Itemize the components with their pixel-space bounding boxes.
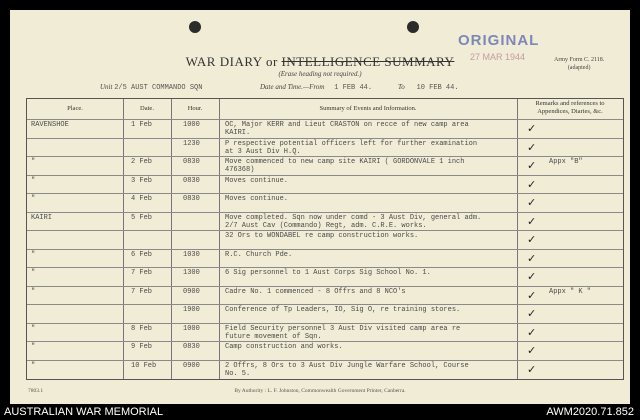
row-divider xyxy=(27,341,623,342)
summary-line: Field Security personnel 3 Aust Div visited camp area re xyxy=(225,324,461,333)
row-summary xyxy=(225,140,477,156)
row-place: " xyxy=(31,195,36,203)
row-hour: 1000 xyxy=(183,121,200,129)
from-value: 1 FEB 44. xyxy=(334,84,373,92)
check-mark-icon: ✓ xyxy=(527,270,537,283)
row-hour: 1300 xyxy=(183,269,200,277)
summary-line: future movement of Sqn. xyxy=(225,332,322,341)
header-date: Date. xyxy=(140,105,154,112)
check-mark-icon: ✓ xyxy=(527,307,537,320)
check-mark-icon: ✓ xyxy=(527,122,537,135)
row-divider xyxy=(27,323,623,324)
unit-value: 2/5 AUST COMMANDO SQN xyxy=(114,84,203,92)
row-place: " xyxy=(31,287,36,296)
check-mark-icon: ✓ xyxy=(527,140,537,154)
row-summary xyxy=(225,362,469,378)
check-mark-icon: ✓ xyxy=(527,159,537,172)
summary-line: Moves continue. xyxy=(225,195,289,203)
column-divider xyxy=(171,99,172,379)
row-summary xyxy=(225,325,460,341)
check-mark-icon: ✓ xyxy=(527,251,537,265)
row-place: " xyxy=(31,250,36,259)
to-value: 10 FEB 44. xyxy=(416,84,459,92)
title-or: or xyxy=(265,54,278,69)
war-diary-page xyxy=(10,10,630,404)
summary-line: KAIRI. xyxy=(225,129,251,137)
summary-line: R.C. Church Pde. xyxy=(225,250,293,259)
summary-line: 2 Offrs, 8 Ors to 3 Aust Div Jungle Warfare School, Course xyxy=(225,361,469,370)
row-summary xyxy=(225,251,292,259)
punch-hole xyxy=(189,21,201,33)
row-hour: 0830 xyxy=(183,195,200,203)
check-mark-icon: ✓ xyxy=(527,325,537,339)
summary-line: 32 Ors to WONDABEL re camp construction works. xyxy=(225,232,419,240)
caption-source: AUSTRALIAN WAR MEMORIAL xyxy=(4,406,164,418)
summary-line: 2/7 Aust Cav (Commando) Regt, adm. C.R.E. works. xyxy=(225,221,427,230)
summary-line: Move completed. Sqn now under comd - 3 Aust Div, general adm. xyxy=(225,213,482,222)
column-divider xyxy=(517,99,518,379)
caption-id: AWM2020.71.852 xyxy=(546,406,634,418)
row-summary xyxy=(225,177,288,185)
row-divider xyxy=(27,360,623,361)
row-divider xyxy=(27,249,623,250)
row-divider xyxy=(27,193,623,194)
row-hour: 0900 xyxy=(183,287,200,296)
title-struck: INTELLIGENCE SUMMARY xyxy=(281,54,455,69)
header-summary: Summary of Events and Information. xyxy=(319,105,417,112)
row-place: " xyxy=(31,176,36,185)
row-summary xyxy=(225,269,431,277)
punch-hole xyxy=(407,21,419,33)
datetime-label: Date and Time.—From xyxy=(260,83,325,91)
row-date: 9 Feb xyxy=(131,343,153,351)
row-divider xyxy=(27,212,623,213)
row-divider xyxy=(27,156,623,157)
row-remarks: Appx " K " xyxy=(549,287,592,296)
unit-line xyxy=(100,83,202,92)
row-hour: 0900 xyxy=(183,361,200,370)
row-summary xyxy=(225,214,481,230)
footer-code: 7803.1 xyxy=(28,388,44,394)
row-hour: 1030 xyxy=(183,250,200,259)
row-place: KAIRI xyxy=(31,213,53,222)
column-divider xyxy=(219,99,220,379)
header-hour: Hour. xyxy=(187,105,203,112)
row-date: 7 Feb xyxy=(131,287,153,296)
check-mark-icon: ✓ xyxy=(527,196,537,209)
row-date: 2 Feb xyxy=(131,158,153,166)
footer-printer: By Authority : L. F. Johnston, Commonwealth Government Printer, Canberra. xyxy=(234,388,406,394)
row-hour: 0830 xyxy=(183,158,200,166)
row-place: " xyxy=(31,343,36,351)
row-date: 8 Feb xyxy=(131,324,153,333)
army-form-label xyxy=(554,56,604,72)
summary-line: Move commenced to new camp site KAIRI ( GORDONVALE 1 inch xyxy=(225,158,465,166)
summary-line: Conference of Tp Leaders, IO, Sig O, re training stores. xyxy=(225,306,461,314)
row-place: " xyxy=(31,158,36,166)
check-mark-icon: ✓ xyxy=(527,214,537,228)
row-divider xyxy=(27,267,623,268)
row-place: " xyxy=(31,361,36,370)
row-place: RAVENSHOE xyxy=(31,121,69,129)
check-mark-icon: ✓ xyxy=(527,288,537,302)
row-date: 3 Feb xyxy=(131,176,153,185)
row-date: 10 Feb xyxy=(131,361,157,370)
row-divider xyxy=(27,286,623,287)
diary-table xyxy=(26,98,624,380)
document-title xyxy=(10,54,630,70)
row-summary xyxy=(225,306,460,314)
row-summary xyxy=(225,121,469,137)
summary-line: Cadre No. 1 commenced - 8 Offrs and 8 NCO's xyxy=(225,287,406,296)
summary-line: P respective potential officers left for further examination xyxy=(225,139,478,148)
row-summary xyxy=(225,343,343,351)
datetime-line xyxy=(260,83,372,92)
check-mark-icon: ✓ xyxy=(527,344,537,357)
army-form-number: Army Form C. 2118. xyxy=(554,57,605,63)
row-hour: 1230 xyxy=(183,139,200,148)
row-hour: 0830 xyxy=(183,176,200,185)
to-label: To xyxy=(398,83,405,91)
army-form-note: (adapted) xyxy=(567,65,591,71)
row-divider xyxy=(27,304,623,305)
row-date: 6 Feb xyxy=(131,250,153,259)
row-hour: 1000 xyxy=(183,324,200,333)
row-divider xyxy=(27,138,623,139)
header-place: Place. xyxy=(67,105,83,112)
row-place: " xyxy=(31,269,36,277)
row-date: 5 Feb xyxy=(131,213,153,222)
row-divider xyxy=(27,119,623,120)
stamp-date: 27 MAR 1944 xyxy=(470,52,526,62)
summary-line: Camp construction and works. xyxy=(225,343,343,351)
original-stamp: ORIGINAL xyxy=(458,32,540,49)
summary-line: OC, Major KERR and Lieut CRASTON on recce of new camp area xyxy=(225,121,469,129)
unit-label: Unit xyxy=(100,83,113,91)
row-remarks: Appx "B" xyxy=(549,158,583,166)
title-subtitle: (Erase heading not required.) xyxy=(278,70,362,78)
row-hour: 0830 xyxy=(183,343,200,351)
row-hour: 1900 xyxy=(183,306,200,314)
summary-line: at 3 Aust Div H.Q. xyxy=(225,147,301,156)
check-mark-icon: ✓ xyxy=(527,362,537,376)
row-date: 1 Feb xyxy=(131,121,153,129)
summary-line: No. 5. xyxy=(225,369,251,378)
summary-line: Moves continue. xyxy=(225,176,289,185)
check-mark-icon: ✓ xyxy=(527,177,537,191)
row-summary xyxy=(225,158,464,174)
summary-line: 476368) xyxy=(225,166,255,174)
row-summary xyxy=(225,232,418,240)
column-divider xyxy=(123,99,124,379)
row-divider xyxy=(27,175,623,176)
row-date: 7 Feb xyxy=(131,269,153,277)
summary-line: 6 Sig personnel to 1 Aust Corps Sig School No. 1. xyxy=(225,269,431,277)
check-mark-icon: ✓ xyxy=(527,233,537,246)
header-remarks: Remarks and references to Appendices, Diaries, &c. xyxy=(535,100,605,115)
title-prefix: WAR DIARY xyxy=(185,54,263,69)
row-summary xyxy=(225,288,406,296)
row-place: " xyxy=(31,324,36,333)
row-date: 4 Feb xyxy=(131,195,153,203)
row-divider xyxy=(27,230,623,231)
row-summary xyxy=(225,195,288,203)
to-line xyxy=(398,83,459,92)
